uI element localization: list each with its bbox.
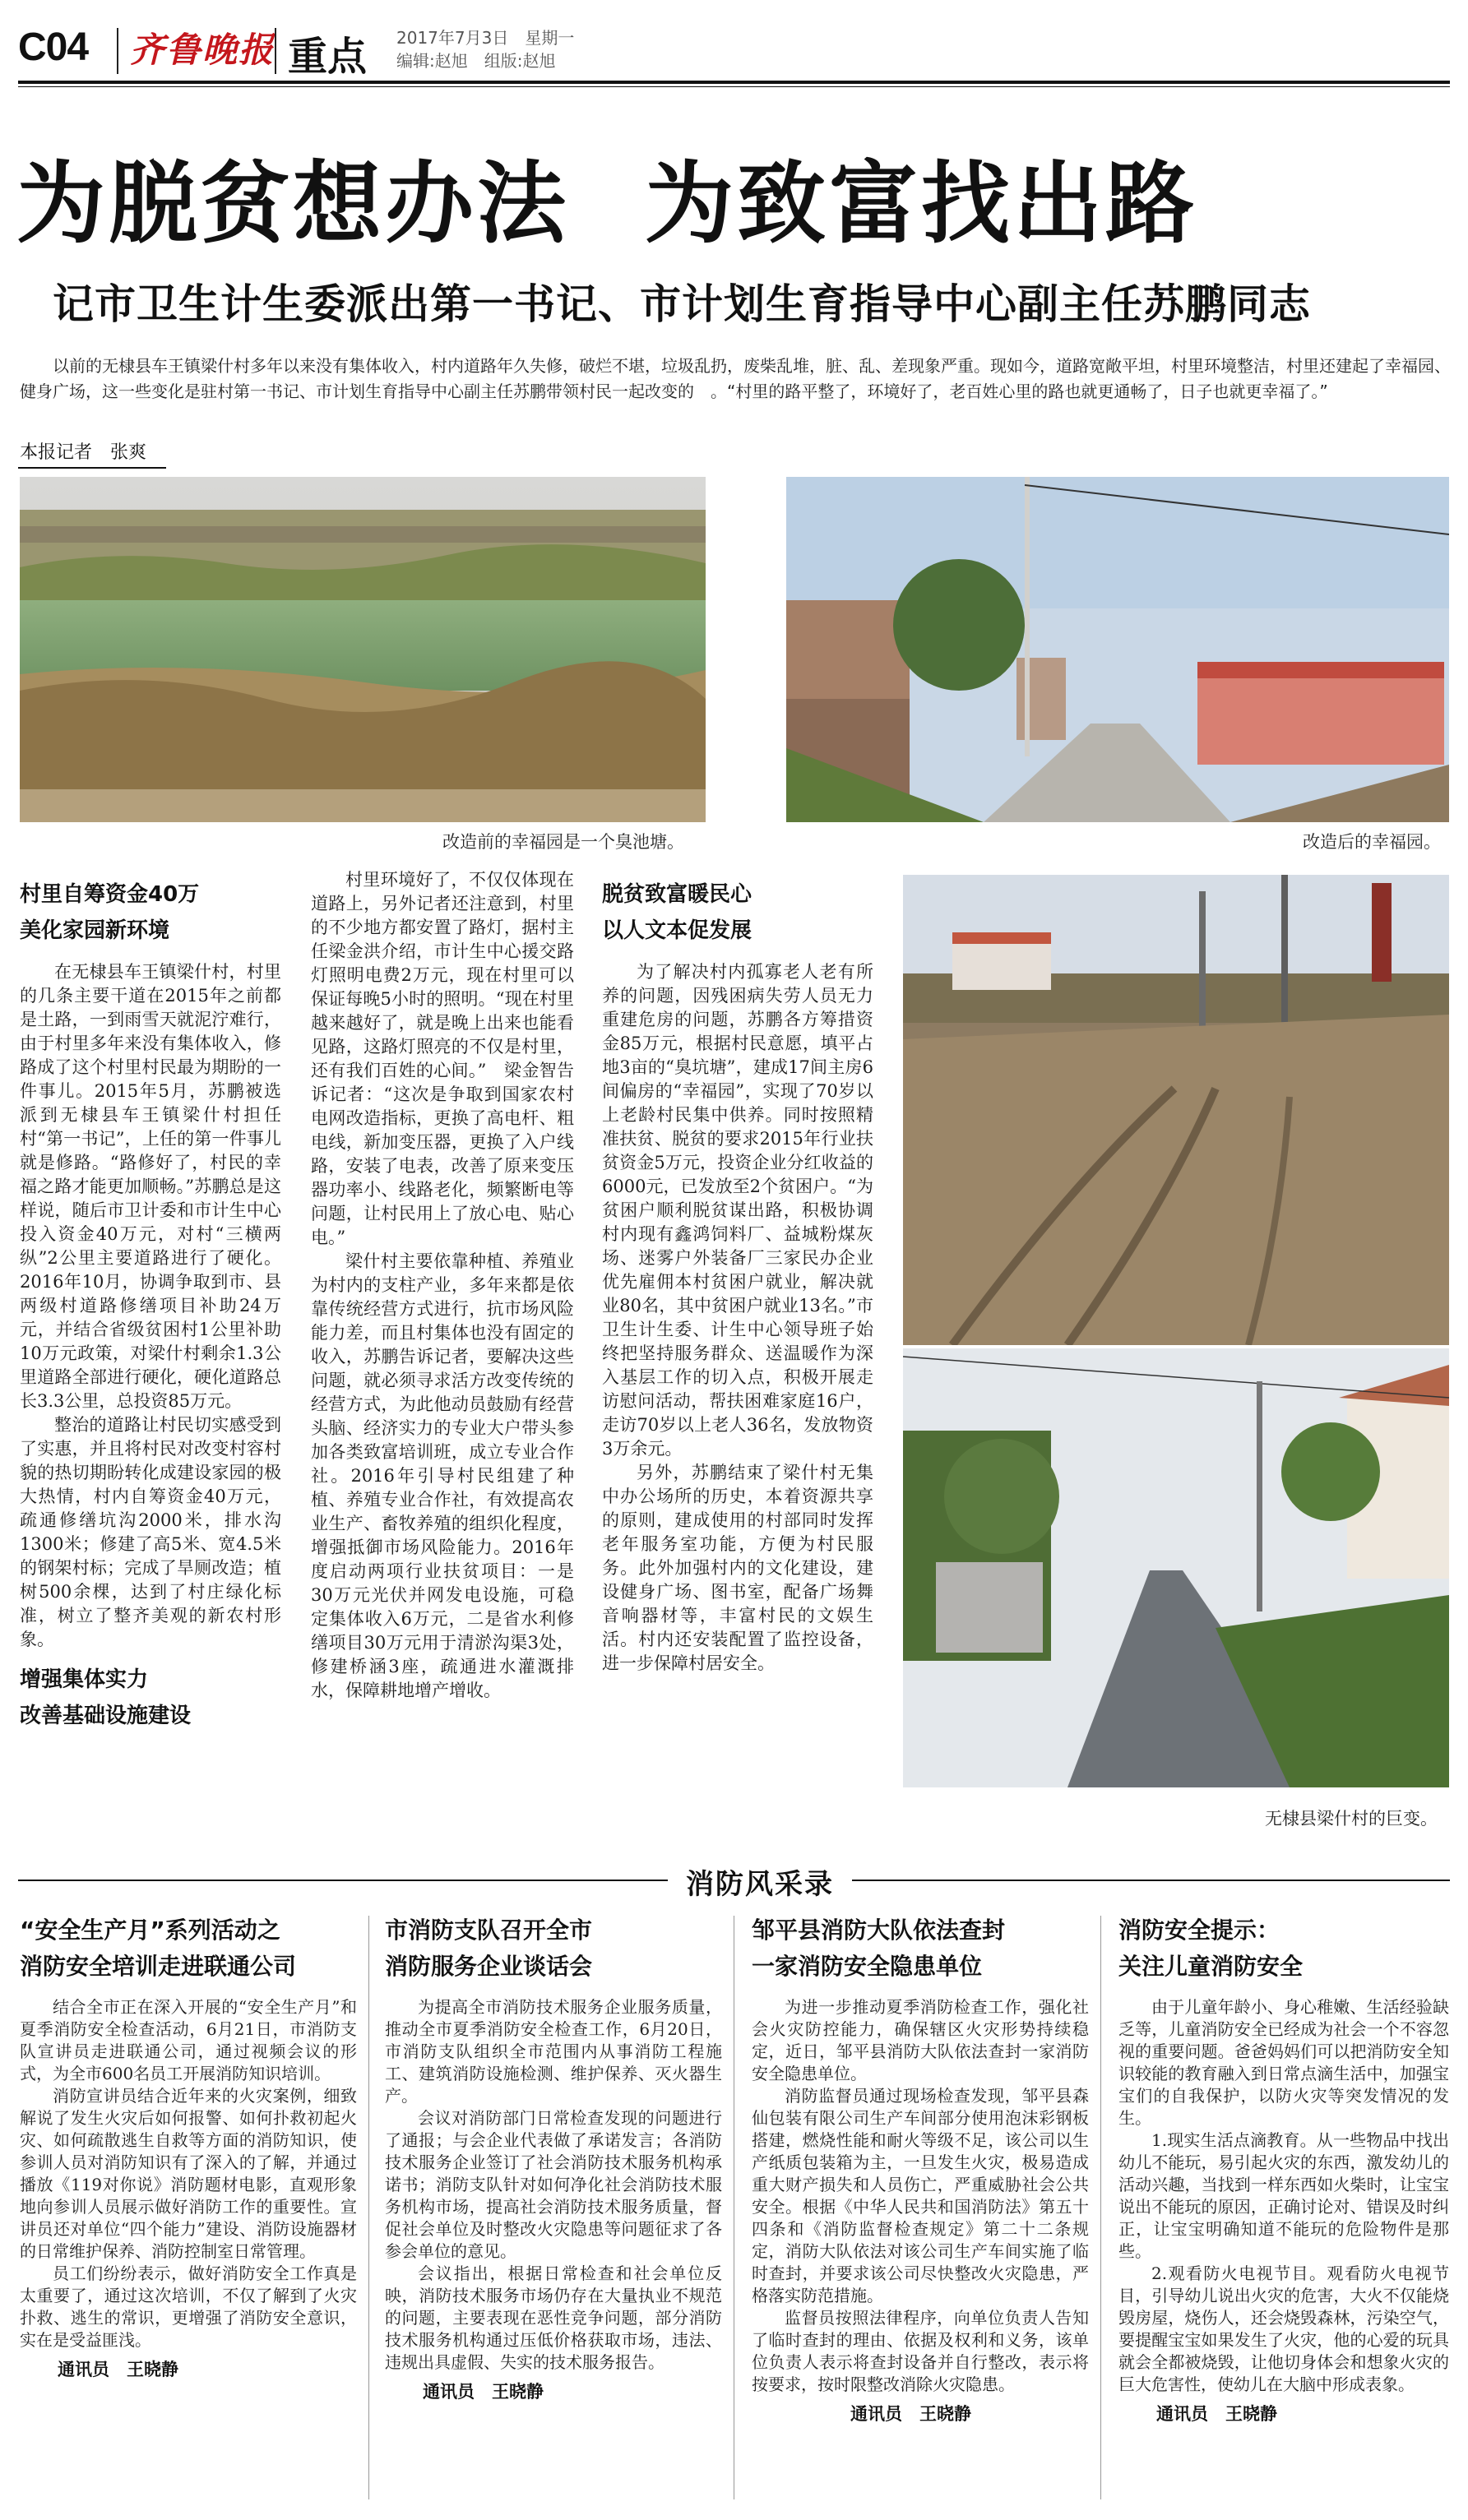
main-headline	[16, 153, 1198, 256]
fire-news-title: 消防安全提示：	[1118, 1917, 1280, 1944]
photo-pond-before	[20, 477, 706, 822]
header-rule-thin	[18, 86, 1450, 87]
paragraph: 监督员按照法律程序，向单位负责人告知了临时查封的理由、依据及权利和义务，该单位负责人表示将查封设备并自行整改，表示将按要求，按时限整改消除火灾隐患。	[752, 2308, 1089, 2394]
headline-part-2: 为致富找出路	[645, 153, 1198, 256]
editor-line: 编辑:赵旭 组版:赵旭	[396, 51, 556, 71]
subhead-1-line2: 美化家园新环境	[20, 918, 170, 943]
fire-section-title: 消防风采录	[668, 1861, 852, 1902]
lead-paragraph: 以前的无棣县车王镇梁什村多年以来没有集体收入，村内道路年久失修，破烂不堪，垃圾乱扔，废柴乱堆，脏、乱、差现象严重。现如今，道路宽敞平坦，村里环境整洁，村里还建起了幸福园、健身广场，这一些变化是驻村第一书记、市计划生育指导中心副主任苏鹏带领村民一起改变的 。“村里的路平整了，环境好了，老百姓心里的路也就更通畅了，日子也就更幸福了。”	[20, 356, 1451, 401]
fire-news-title: 一家消防安全隐患单位	[752, 1953, 983, 1980]
paragraph: 由于儿童年龄小、身心稚嫩、生活经验缺乏等，儿童消防安全已经成为社会一个不容忽视的重要问题。爸爸妈妈们可以把消防安全知识较能的教育融入到日常点滴生活中，加强宝宝们的自我保护，以防火灾等突发情况的发生。	[1118, 1997, 1449, 2128]
fire-news-column-4	[1118, 1912, 1449, 2425]
article-body-3	[602, 960, 873, 1676]
reporter-byline: 本报记者 张爽	[20, 442, 147, 463]
paragraph: 村里环境好了，不仅仅体现在道路上，另外记者还注意到，村里的不少地方都安置了路灯，据村主任梁金洪介绍，市计生中心援交路灯照明电费2万元，现在村里可以保证每晚5小时的照明。“现在村里越来越好了，就是晚上出来也能看见路，这路灯照亮的不仅是村里，还有我们百姓的心间。” 梁金智告诉记者：“这次是争取到国家农村电网改造指标，更换了高电杆、粗电线，新加变压器，更换了入户线路，安装了电表，改善了原来变压器功率小、线路老化，频繁断电等问题，让村民用上了放心电、贴心电。”	[311, 870, 574, 1247]
fire-news-body	[1118, 1996, 1449, 2396]
fire-news-title: 消防服务企业谈话会	[385, 1953, 593, 1980]
article-column-3	[602, 876, 873, 1676]
fire-news-title: 消防安全培训走进联通公司	[20, 1953, 297, 1980]
article-column-2	[311, 868, 574, 1703]
fire-news-title: 市消防支队召开全市	[385, 1917, 593, 1944]
column-divider	[1100, 1916, 1101, 2499]
paragraph: 消防监督员通过现场检查发现，邹平县森仙包装有限公司生产车间部分使用泡沫彩钢板搭建，燃烧性能和耐火等级不足，该公司以生产纸质包装箱为主，一旦发生火灾，极易造成重大财产损失和人员伤亡，严重威胁社会公共安全。根据《中华人民共和国消防法》第五十四条和《消防监督检查规定》第二十二条规定，消防大队依法对该公司生产车间实施了临时查封，并要求该公司尽快整改火灾隐患，严格落实防范措施。	[752, 2086, 1089, 2305]
header-rule	[18, 81, 1450, 84]
fire-news-body	[385, 1996, 722, 2374]
subhead-3-line1: 脱贫致富暖民心	[602, 882, 753, 907]
headline-part-1: 为脱贫想办法	[16, 153, 570, 256]
paragraph: 会议指出，根据日常检查和社会单位反映，消防技术服务市场仍存在大量执业不规范的问题，主要表现在恶性竞争问题，部分消防技术服务机构通过压低价格获取市场，违法、违规出具虚假、失实的技术服务报告。	[385, 2263, 722, 2372]
photo-village-road-before	[903, 875, 1449, 1345]
fire-news-title: 关注儿童消防安全	[1118, 1953, 1304, 1980]
paragraph: 结合全市正在深入开展的“安全生产月”和夏季消防安全检查活动，6月21日，市消防支队宣讲员走进联通公司，通过视频会议的形式，为全市600名员工开展消防知识培训。	[20, 1997, 357, 2083]
photo-village-road-after	[903, 1348, 1449, 1787]
paragraph: 为了解决村内孤寡老人老有所养的问题，因残困病失劳人员无力重建危房的问题，苏鹏各方筹措资金85万元，根据村民意愿，填平占地3亩的“臭坑塘”，建成17间主房6间偏房的“幸福园”，实现了70岁以上老龄村民集中供养。同时按照精准扶贫、脱贫的要求2015年行业扶贫资金5万元，投资企业分红收益的6000元，已发放至2个贫困户。“为贫困户顺利脱贫谋出路，积极协调村内现有鑫鸿饲料厂、益城粉煤灰场、迷雾户外装备厂三家民办企业优先雇佣本村贫困户就业，解决就业80名，其中贫困户就业13名。”市卫生计生委、计生中心领导班子始终把坚持服务群众、送温暖作为深入基层工作的切入点，积极开展走访慰问活动，帮扶困难家庭16户，走访70岁以上老人36名，发放物资3万余元。	[602, 962, 873, 1459]
byline: 通讯员 王晓静	[850, 2404, 971, 2424]
byline: 通讯员 王晓静	[423, 2382, 544, 2402]
sub-headline: 记市卫生计生委派出第一书记、市计划生育指导中心副主任苏鹏同志	[53, 280, 1311, 328]
caption-village: 无棣县梁什村的巨变。	[1265, 1809, 1438, 1829]
fire-news-body	[20, 1996, 357, 2351]
paragraph: 整治的道路让村民切实感受到了实惠，并且将村民对改变村容村貌的热切期盼转化成建设家园的极大热情，村内自筹资金40万元，疏通修缮坑沟2000米，排水沟1300米；修建了高5米、宽4.5米的钢架村标；完成了旱厕改造；植树500余棵，达到了村庄绿化标准，树立了整齐美观的新农村形象。	[20, 1415, 281, 1649]
subhead-2-line1: 增强集体实力	[20, 1667, 149, 1692]
paragraph: 员工们纷纷表示，做好消防安全工作真是太重要了，通过这次培训，不仅了解到了火灾扑救、逃生的常识，更增强了消防安全意识，实在是受益匪浅。	[20, 2263, 357, 2350]
masthead-divider	[117, 28, 118, 74]
fire-news-body	[752, 1996, 1089, 2396]
paragraph: 梁什村主要依靠种植、养殖业为村内的支柱产业，多年来都是依靠传统经营方式进行，抗市场风险能力差，而且村集体也没有固定的收入，苏鹏告诉记者，要解决这些问题，就必须寻求活方改变传统的经营方式，为此他动员鼓励有经营头脑、经济实力的专业大户带头参加各类致富培训班，成立专业合作社。2016年引导村民组建了种植、养殖专业合作社，有效提高农业生产、畜牧养殖的组织化程度，增强抵御市场风险能力。2016年度启动两项行业扶贫项目：一是30万元光伏并网发电设施，可稳定集体收入6万元，二是省水利修缮项目30万元用于清淤沟渠3处，修建桥涵3座，疏通进水灌溉排水，保障耕地增产增收。	[311, 1251, 574, 1700]
byline: 通讯员 王晓静	[1156, 2404, 1277, 2424]
subhead-1-line1: 村里自筹资金40万	[20, 882, 200, 907]
fire-news-column-3	[752, 1912, 1089, 2425]
fire-news-column-1	[20, 1912, 357, 2381]
caption-before: 改造前的幸福园是一个臭池塘。	[442, 832, 684, 852]
paragraph: 1.现实生活点滴教育。从一些物品中找出幼儿不能玩，易引起火灾的东西，激发幼儿的活动兴趣，当找到一样东西如火柴时，让宝宝说出不能玩的原因，正确讨论对、错误及时纠正，让宝宝明确知道不能玩的危险物件是那些。	[1118, 2130, 1449, 2261]
fire-news-title: 邹平县消防大队依法查封	[752, 1917, 1006, 1944]
fire-news-column-2	[385, 1912, 722, 2403]
article-column-1	[20, 876, 281, 1734]
byline-rule	[18, 467, 166, 469]
paragraph: 消防宣讲员结合近年来的火灾案例，细致解说了发生火灾后如何报警、如何扑救初起火灾、如何疏散逃生自救等方面的消防知识，使参训人员对消防知识有了深入的了解，并通过播放《119对你说》消防题材电影，直观形象地向参训人员展示做好消防工作的重要性。宣讲员还对单位“四个能力”建设、消防设施器材的日常维护保养、消防控制室日常管理。	[20, 2086, 357, 2261]
paragraph: 为提高全市消防技术服务企业服务质量，推动全市夏季消防安全检查工作，6月20日，市消防支队组织全市范围内从事消防工程施工、建筑消防设施检测、维护保养、灭火器生产。	[385, 1997, 722, 2106]
paragraph: 为进一步推动夏季消防检查工作，强化社会火灾防控能力，确保辖区火灾形势持续稳定，近日，邹平县消防大队依法查封一家消防安全隐患单位。	[752, 1997, 1089, 2083]
date-line: 2017年7月3日 星期一	[396, 28, 575, 48]
paragraph: 另外，苏鹏结束了梁什村无集中办公场所的历史，本着资源共享的原则，建成使用的村部同时发挥老年服务室功能，方便为村民服务。此外加强村内的文化建设，建设健身广场、图书室，配备广场舞音响器材等，丰富村民的文娱生活。村内还安装配置了监控设备，进一步保障村居安全。	[602, 1463, 873, 1673]
article-body-1	[20, 960, 281, 1652]
caption-after: 改造后的幸福园。	[1303, 832, 1441, 852]
section-name: 重点	[288, 34, 368, 80]
paragraph: 会议对消防部门日常检查发现的问题进行了通报；与会企业代表做了承诺发言；各消防技术服务企业签订了社会消防技术服务机构承诺书；消防支队针对如何净化社会消防技术服务机构市场，提高社会消防技术服务质量，督促社会单位及时整改火灾隐患等问题征求了各参会单位的意见。	[385, 2108, 722, 2261]
newspaper-logo: 齐鲁晚报	[130, 30, 276, 70]
subhead-3-line2: 以人文本促发展	[602, 918, 753, 943]
subhead-2-line2: 改善基础设施建设	[20, 1704, 192, 1728]
paragraph: 2.观看防火电视节目。观看防火电视节目，引导幼儿说出火灾的危害，大火不仅能烧毁房屋，烧伤人，还会烧毁森林，污染空气，要提醒宝宝如果发生了火灾，他的心爱的玩具就会全都被烧毁，让他切身体会和想象火灾的巨大危害性，使幼儿在大脑中形成表象。	[1118, 2263, 1449, 2394]
paragraph: 在无棣县车王镇梁什村，村里的几条主要干道在2015年之前都是土路，一到雨雪天就泥泞难行，由于村里多年来没有集体收入，修路成了这个村里村民最为期盼的一件事儿。2015年5月，苏鹏被选派到无棣县车王镇梁什村担任村“第一书记”，上任的第一件事儿就是修路。“路修好了，村民的幸福之路才能更加顺畅。”苏鹏总是这样说，随后市卫计委和市计生中心投入资金40万元，对村“三横两纵”2公里主要道路进行了硬化。2016年10月，协调争取到市、县两级村道路修缮项目补助24万元，并结合省级贫困村1公里补助10万元政策，对梁什村剩余1.3公里道路全部进行硬化，硬化道路总长3.3公里，总投资85万元。	[20, 962, 281, 1411]
page-number: C04	[18, 25, 89, 69]
fire-news-title: “安全生产月”系列活动之	[20, 1917, 280, 1944]
masthead-divider	[275, 28, 276, 74]
column-divider	[368, 1916, 369, 2499]
photo-garden-after	[786, 477, 1449, 822]
byline: 通讯员 王晓静	[58, 2360, 178, 2379]
